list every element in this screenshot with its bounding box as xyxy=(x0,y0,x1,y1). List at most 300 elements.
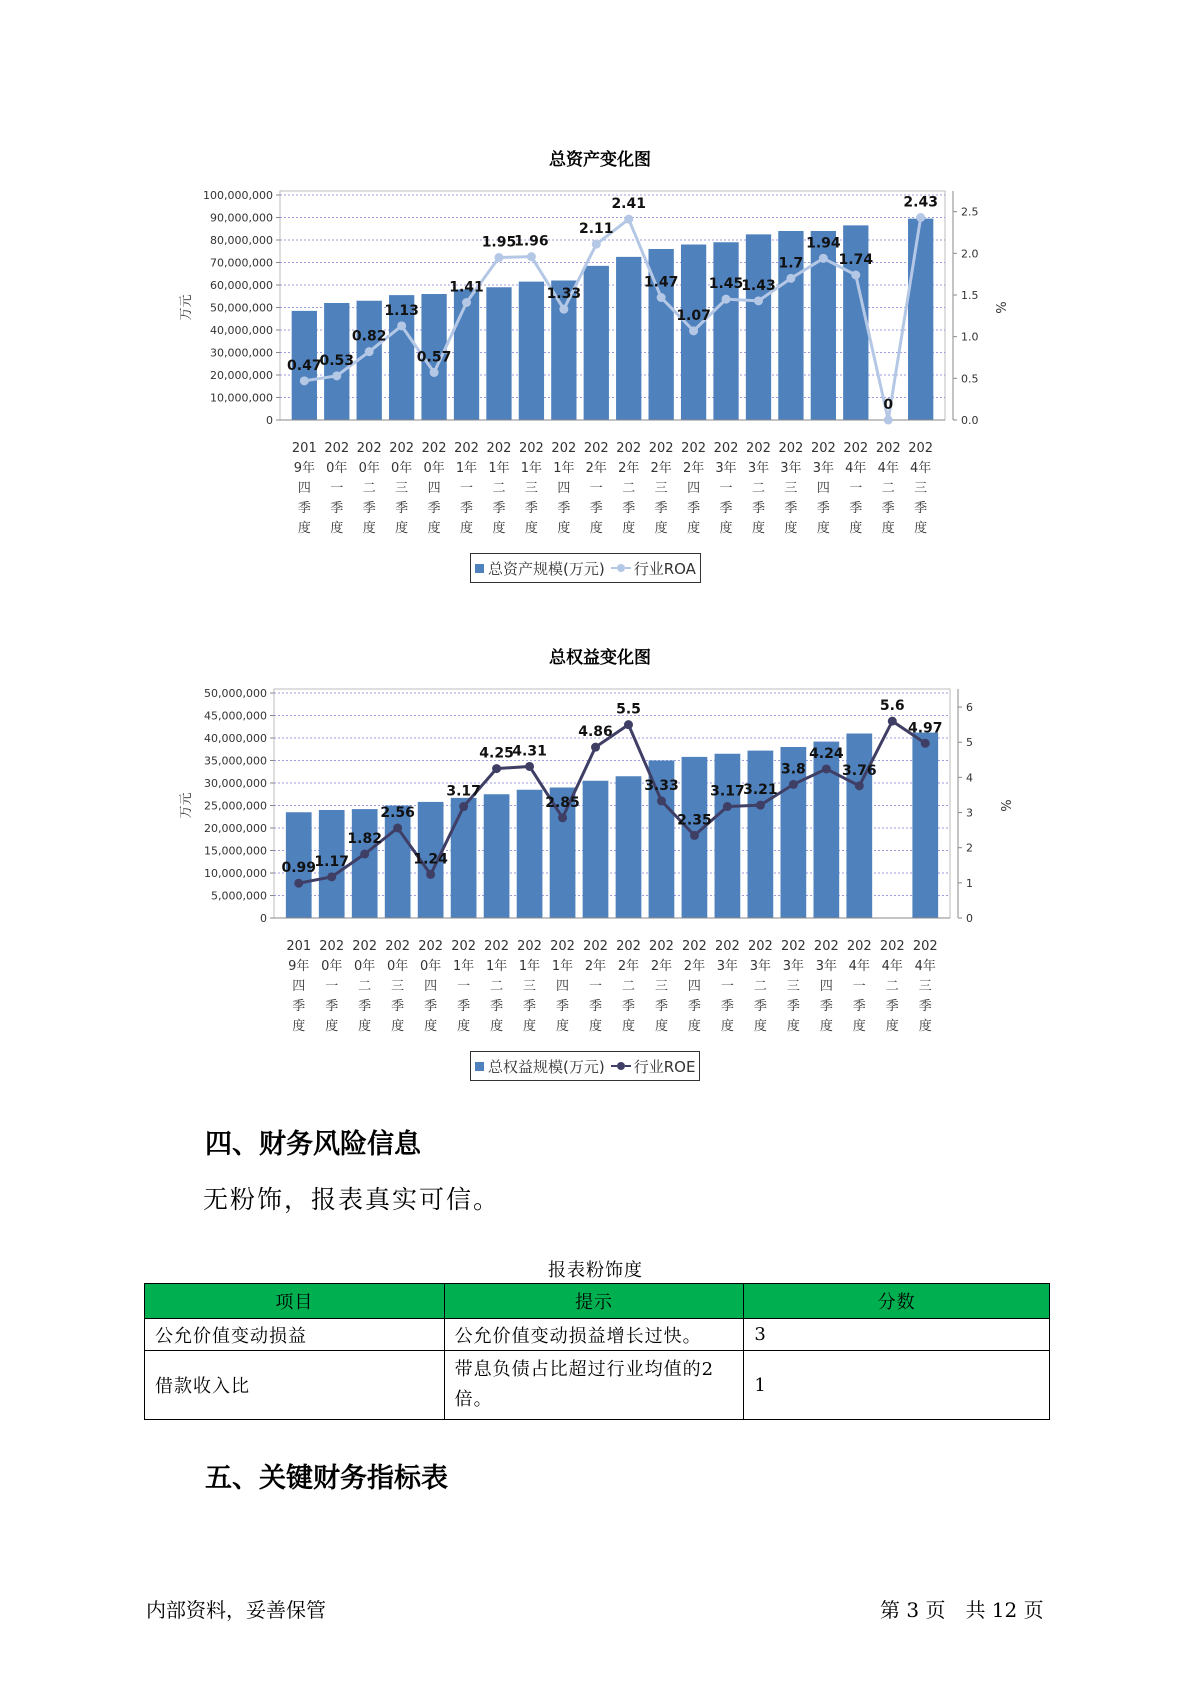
x-tick-label: 202 xyxy=(418,939,444,954)
x-tick-label: 202 xyxy=(551,441,577,456)
line-point xyxy=(462,298,471,307)
line-point xyxy=(294,879,303,888)
x-tick-label: 202 xyxy=(846,939,872,954)
x-tick-label: 1年 xyxy=(553,461,575,476)
legend-line-swatch xyxy=(611,564,631,572)
row-item: 借款收入比 xyxy=(145,1351,445,1420)
data-label: 2.85 xyxy=(545,794,580,811)
bar xyxy=(357,301,382,420)
x-tick-label: 季 xyxy=(784,501,798,516)
x-tick-label: 202 xyxy=(484,939,509,954)
y-tick-label: 50,000,000 xyxy=(210,301,273,315)
data-label: 4.86 xyxy=(578,724,613,741)
x-tick-label: 三 xyxy=(395,481,409,496)
x-tick-label: 二 xyxy=(362,481,376,496)
x-tick-label: 0年 xyxy=(391,461,413,476)
x-tick-label: 一 xyxy=(589,481,603,496)
x-tick-label: 202 xyxy=(550,939,575,954)
x-tick-label: 度 xyxy=(492,521,506,536)
x-tick-label: 一 xyxy=(852,979,866,994)
y-tick-label: 30,000,000 xyxy=(210,346,273,360)
y2-axis-label: % xyxy=(992,301,1007,314)
line-point xyxy=(327,872,336,881)
x-tick-label: 1年 xyxy=(551,959,574,974)
x-tick-label: 度 xyxy=(654,521,668,536)
x-tick-label: 202 xyxy=(486,441,512,456)
x-tick-label: 度 xyxy=(849,521,863,536)
line-point xyxy=(300,376,309,385)
data-label: 1.74 xyxy=(838,252,874,268)
x-tick-label: 2年 xyxy=(617,959,640,974)
data-label: 0.53 xyxy=(319,352,355,369)
line-point xyxy=(855,781,864,790)
bar xyxy=(454,290,479,421)
x-tick-label: 二 xyxy=(885,979,899,994)
data-label: 0.82 xyxy=(351,328,387,345)
x-tick-label: 度 xyxy=(719,521,733,536)
x-tick-label: 3年 xyxy=(715,461,737,476)
x-tick-label: 3年 xyxy=(812,461,834,476)
x-tick-label: 3年 xyxy=(780,461,802,476)
x-tick-label: 度 xyxy=(784,521,798,536)
table-caption: 报表粉饰度 xyxy=(548,1260,643,1281)
data-label: 0.47 xyxy=(287,357,322,374)
line-point xyxy=(851,271,860,280)
x-tick-label: 一 xyxy=(719,481,733,496)
line-point xyxy=(756,801,765,810)
y2-tick-label: 2.0 xyxy=(961,247,979,261)
row-hint: 公允价值变动损益增长过快。 xyxy=(444,1319,744,1351)
total-equity-chart-svg xyxy=(170,673,1030,1083)
x-tick-label: 202 xyxy=(454,441,479,456)
x-tick-label: 二 xyxy=(358,979,372,994)
x-tick-label: 2年 xyxy=(650,959,673,974)
x-tick-label: 度 xyxy=(427,521,441,536)
x-tick-label: 3年 xyxy=(716,959,739,974)
line-point xyxy=(397,321,406,330)
x-tick-label: 三 xyxy=(654,481,668,496)
line-point xyxy=(360,850,369,859)
bar xyxy=(484,794,510,918)
data-label: 2.11 xyxy=(579,221,614,238)
y-axis-label: 万元 xyxy=(179,792,194,819)
bar xyxy=(352,809,378,918)
data-label: 2.43 xyxy=(903,194,938,211)
x-tick-label: 202 xyxy=(616,939,641,954)
line-point xyxy=(884,416,893,425)
line-point xyxy=(789,780,798,789)
chart-title: 总资产变化图 xyxy=(549,150,651,170)
x-tick-label: 三 xyxy=(918,979,932,994)
x-tick-label: 202 xyxy=(517,939,542,954)
line-point xyxy=(888,717,897,726)
risk-table xyxy=(144,1283,1050,1420)
x-tick-label: 季 xyxy=(816,501,830,516)
x-tick-label: 202 xyxy=(649,939,674,954)
table-header-row xyxy=(145,1284,1050,1319)
x-tick-label: 度 xyxy=(687,1019,701,1034)
header-item: 项目 xyxy=(145,1284,445,1319)
y-tick-label: 35,000,000 xyxy=(204,754,267,768)
y2-tick-label: 6 xyxy=(966,701,973,715)
x-tick-label: 季 xyxy=(753,999,767,1014)
x-tick-label: 季 xyxy=(490,999,504,1014)
legend-line-swatch xyxy=(611,1062,631,1070)
data-label: 3.17 xyxy=(446,783,481,800)
x-tick-label: 202 xyxy=(385,939,411,954)
data-label: 1.17 xyxy=(314,853,349,870)
line-point xyxy=(921,739,930,748)
x-tick-label: 2年 xyxy=(682,461,705,476)
bar xyxy=(748,751,774,918)
x-tick-label: 度 xyxy=(885,1019,899,1034)
y-tick-label: 40,000,000 xyxy=(204,732,267,745)
x-tick-label: 三 xyxy=(784,481,798,496)
x-tick-label: 202 xyxy=(780,939,806,954)
x-tick-label: 季 xyxy=(849,501,863,516)
x-tick-label: 二 xyxy=(490,979,504,994)
y2-tick-label: 0.0 xyxy=(961,414,979,427)
x-tick-label: 四 xyxy=(687,979,701,994)
bar xyxy=(517,790,543,918)
section-heading-key-indicators: 五、关键财务指标表 xyxy=(205,1463,448,1494)
x-tick-label: 季 xyxy=(885,999,899,1014)
x-tick-label: 202 xyxy=(648,441,674,456)
x-tick-label: 度 xyxy=(395,521,409,536)
x-tick-label: 季 xyxy=(852,999,866,1014)
x-tick-label: 度 xyxy=(819,1019,833,1034)
row-score: 3 xyxy=(744,1319,1050,1351)
x-tick-label: 4年 xyxy=(845,461,867,476)
data-label: 1.41 xyxy=(449,279,484,296)
y2-tick-label: 1 xyxy=(966,876,973,890)
x-tick-label: 二 xyxy=(492,481,506,496)
x-tick-label: 季 xyxy=(719,501,733,516)
data-label: 1.07 xyxy=(676,307,711,324)
line-point xyxy=(722,295,731,304)
x-tick-label: 202 xyxy=(813,939,839,954)
line-point xyxy=(723,802,732,811)
x-tick-label: 三 xyxy=(914,481,928,496)
x-tick-label: 四 xyxy=(687,481,701,496)
data-label: 5.5 xyxy=(616,701,641,718)
y-tick-label: 15,000,000 xyxy=(204,844,267,858)
x-tick-label: 201 xyxy=(286,939,312,954)
x-tick-label: 202 xyxy=(747,939,773,954)
x-tick-label: 季 xyxy=(654,501,668,516)
y2-axis-label: % xyxy=(997,799,1012,812)
x-tick-label: 4年 xyxy=(881,959,903,974)
x-tick-label: 202 xyxy=(616,441,642,456)
bar xyxy=(616,776,642,918)
line-point xyxy=(689,326,698,335)
chart-legend xyxy=(470,1051,700,1081)
x-tick-label: 0年 xyxy=(321,959,343,974)
x-tick-label: 一 xyxy=(589,979,603,994)
x-tick-label: 度 xyxy=(589,521,603,536)
x-tick-label: 0年 xyxy=(423,461,445,476)
x-tick-label: 度 xyxy=(362,521,376,536)
x-tick-label: 202 xyxy=(912,939,938,954)
x-tick-label: 4年 xyxy=(877,461,899,476)
line-point xyxy=(365,347,374,356)
data-label: 1.96 xyxy=(514,233,549,250)
x-tick-label: 度 xyxy=(753,1019,767,1034)
x-tick-label: 0年 xyxy=(387,959,409,974)
section-heading-financial-risk: 四、财务风险信息 xyxy=(205,1129,421,1160)
bar xyxy=(583,781,609,918)
row-hint: 带息负债占比超过行业均值的2倍。 xyxy=(444,1351,744,1420)
x-tick-label: 二 xyxy=(751,481,765,496)
x-tick-label: 度 xyxy=(330,521,344,536)
x-tick-label: 1年 xyxy=(485,959,508,974)
x-tick-label: 0年 xyxy=(358,461,380,476)
x-tick-label: 一 xyxy=(720,979,734,994)
x-tick-label: 4年 xyxy=(910,461,932,476)
x-tick-label: 202 xyxy=(843,441,869,456)
x-tick-label: 季 xyxy=(457,999,471,1014)
x-tick-label: 202 xyxy=(875,441,901,456)
x-tick-label: 季 xyxy=(557,501,571,516)
x-tick-label: 度 xyxy=(524,521,538,536)
line-point xyxy=(822,764,831,773)
x-tick-label: 季 xyxy=(720,999,734,1014)
legend-bar-swatch xyxy=(475,1062,484,1071)
x-tick-label: 一 xyxy=(330,481,344,496)
x-tick-label: 季 xyxy=(654,999,668,1014)
x-tick-label: 季 xyxy=(460,501,474,516)
x-tick-label: 1年 xyxy=(455,461,478,476)
x-tick-label: 季 xyxy=(621,999,635,1014)
bar xyxy=(908,219,933,420)
x-tick-label: 度 xyxy=(786,1019,800,1034)
line-point xyxy=(819,254,828,263)
header-score: 分数 xyxy=(744,1284,1050,1319)
x-tick-label: 季 xyxy=(819,999,833,1014)
x-tick-label: 四 xyxy=(819,979,833,994)
data-label: 2.35 xyxy=(677,812,712,829)
row-item: 公允价值变动损益 xyxy=(145,1319,445,1351)
x-tick-label: 202 xyxy=(908,441,934,456)
x-tick-label: 3年 xyxy=(749,959,772,974)
x-tick-label: 202 xyxy=(583,939,608,954)
x-tick-label: 季 xyxy=(589,999,603,1014)
x-tick-label: 季 xyxy=(362,501,376,516)
x-tick-label: 度 xyxy=(918,1019,932,1034)
line-point xyxy=(690,831,699,840)
x-tick-label: 季 xyxy=(687,999,701,1014)
total-assets-chart-svg xyxy=(170,175,1030,585)
data-label: 1.82 xyxy=(347,831,382,848)
x-tick-label: 202 xyxy=(713,441,739,456)
line-point xyxy=(592,240,601,249)
y-tick-label: 60,000,000 xyxy=(210,279,273,292)
y-axis-label: 万元 xyxy=(179,294,194,321)
x-tick-label: 四 xyxy=(297,481,311,496)
x-tick-label: 度 xyxy=(816,521,830,536)
x-tick-label: 202 xyxy=(583,441,609,456)
x-tick-label: 季 xyxy=(589,501,603,516)
data-label: 3.17 xyxy=(710,783,745,800)
y-tick-label: 70,000,000 xyxy=(210,256,273,270)
x-tick-label: 0年 xyxy=(326,461,348,476)
x-tick-label: 一 xyxy=(460,481,474,496)
x-tick-label: 三 xyxy=(391,979,405,994)
x-tick-label: 度 xyxy=(654,1019,668,1034)
y-tick-label: 10,000,000 xyxy=(204,867,267,880)
x-tick-label: 度 xyxy=(556,1019,570,1034)
x-tick-label: 202 xyxy=(389,441,415,456)
x-tick-label: 度 xyxy=(751,521,765,536)
x-tick-label: 季 xyxy=(524,501,538,516)
x-tick-label: 2年 xyxy=(585,461,607,476)
x-tick-label: 202 xyxy=(810,441,836,456)
x-tick-label: 度 xyxy=(391,1019,405,1034)
bar xyxy=(486,287,511,420)
x-tick-label: 季 xyxy=(492,501,506,516)
total-equity-chart xyxy=(170,643,1030,1088)
x-tick-label: 季 xyxy=(395,501,409,516)
footer-confidential: 内部资料，妥善保管 xyxy=(146,1598,326,1622)
x-tick-label: 3年 xyxy=(782,959,805,974)
bar xyxy=(385,806,411,919)
table-row xyxy=(145,1319,1050,1351)
line-point xyxy=(624,720,633,729)
x-tick-label: 202 xyxy=(682,939,707,954)
x-tick-label: 202 xyxy=(879,939,905,954)
x-tick-label: 度 xyxy=(490,1019,504,1034)
x-tick-label: 1年 xyxy=(520,461,543,476)
x-tick-label: 202 xyxy=(324,441,350,456)
y2-tick-label: 0 xyxy=(966,912,973,925)
line-point xyxy=(916,213,925,222)
data-label: 3.8 xyxy=(780,761,806,778)
data-label: 1.24 xyxy=(413,851,448,868)
bar xyxy=(846,734,872,919)
x-tick-label: 四 xyxy=(557,481,571,496)
line-point xyxy=(332,371,341,380)
y-tick-label: 45,000,000 xyxy=(204,709,267,723)
x-tick-label: 二 xyxy=(881,481,895,496)
x-tick-label: 201 xyxy=(291,441,317,456)
y-tick-label: 10,000,000 xyxy=(210,391,273,405)
x-tick-label: 度 xyxy=(589,1019,603,1034)
x-tick-label: 3年 xyxy=(747,461,770,476)
x-tick-label: 季 xyxy=(292,999,306,1014)
data-label: 1.7 xyxy=(778,255,804,272)
data-label: 4.24 xyxy=(809,745,844,762)
x-tick-label: 度 xyxy=(297,521,311,536)
x-tick-label: 季 xyxy=(687,501,701,516)
y-tick-label: 0 xyxy=(260,912,267,925)
x-tick-label: 季 xyxy=(424,999,438,1014)
x-tick-label: 季 xyxy=(918,999,932,1014)
line-point xyxy=(525,762,534,771)
bar xyxy=(715,754,741,918)
x-tick-label: 度 xyxy=(424,1019,438,1034)
y-tick-label: 80,000,000 xyxy=(210,234,273,247)
line-point xyxy=(786,274,795,283)
data-label: 1.95 xyxy=(481,234,517,251)
y-tick-label: 30,000,000 xyxy=(204,777,267,790)
x-tick-label: 2年 xyxy=(618,461,640,476)
data-label: 4.31 xyxy=(512,743,547,760)
x-tick-label: 4年 xyxy=(848,959,870,974)
x-tick-label: 202 xyxy=(319,939,345,954)
x-tick-label: 4年 xyxy=(914,959,936,974)
x-tick-label: 季 xyxy=(297,501,311,516)
x-tick-label: 四 xyxy=(816,481,830,496)
x-tick-label: 季 xyxy=(881,501,895,516)
x-tick-label: 三 xyxy=(524,481,538,496)
chart-title: 总权益变化图 xyxy=(549,648,651,668)
x-tick-label: 202 xyxy=(356,441,382,456)
y-tick-label: 5,000,000 xyxy=(211,889,267,903)
y-tick-label: 40,000,000 xyxy=(210,324,273,337)
x-tick-label: 季 xyxy=(330,501,344,516)
data-label: 5.6 xyxy=(879,698,905,715)
x-tick-label: 1年 xyxy=(518,959,541,974)
x-tick-label: 三 xyxy=(523,979,537,994)
x-tick-label: 度 xyxy=(622,521,636,536)
x-tick-label: 季 xyxy=(751,501,765,516)
x-tick-label: 一 xyxy=(849,481,863,496)
data-label: 2.41 xyxy=(611,196,646,213)
x-tick-label: 度 xyxy=(720,1019,734,1034)
bar xyxy=(584,266,609,420)
y-tick-label: 0 xyxy=(266,414,273,427)
x-tick-label: 3年 xyxy=(815,959,837,974)
bar xyxy=(713,242,738,420)
x-tick-label: 2年 xyxy=(650,461,672,476)
y2-tick-label: 1.5 xyxy=(961,289,979,302)
x-tick-label: 度 xyxy=(621,1019,635,1034)
line-point xyxy=(393,824,402,833)
x-tick-label: 0年 xyxy=(354,959,376,974)
x-tick-label: 0年 xyxy=(419,959,442,974)
x-tick-label: 度 xyxy=(852,1019,866,1034)
data-label: 1.13 xyxy=(384,302,419,319)
x-tick-label: 202 xyxy=(518,441,544,456)
x-tick-label: 二 xyxy=(621,979,635,994)
x-tick-label: 度 xyxy=(881,521,895,536)
x-tick-label: 202 xyxy=(451,939,477,954)
x-tick-label: 四 xyxy=(427,481,441,496)
x-tick-label: 202 xyxy=(715,939,740,954)
x-tick-label: 度 xyxy=(687,521,701,536)
risk-summary-text: 无粉饰，报表真实可信。 xyxy=(203,1185,501,1214)
data-label: 1.45 xyxy=(708,276,744,293)
x-tick-label: 季 xyxy=(914,501,928,516)
x-tick-label: 季 xyxy=(523,999,537,1014)
x-tick-label: 季 xyxy=(391,999,405,1014)
x-tick-label: 2年 xyxy=(683,959,706,974)
data-label: 1.33 xyxy=(546,286,582,303)
x-tick-label: 1年 xyxy=(452,959,475,974)
x-tick-label: 度 xyxy=(457,1019,471,1034)
row-score: 1 xyxy=(744,1351,1050,1420)
x-tick-label: 四 xyxy=(556,979,570,994)
bar xyxy=(912,733,938,918)
x-tick-label: 度 xyxy=(460,521,474,536)
x-tick-label: 2年 xyxy=(584,959,607,974)
data-label: 2.56 xyxy=(380,805,415,821)
y-tick-label: 20,000,000 xyxy=(204,822,267,835)
line-point xyxy=(657,796,666,805)
x-tick-label: 季 xyxy=(358,999,372,1014)
y-tick-label: 50,000,000 xyxy=(204,687,267,700)
data-label: 4.25 xyxy=(479,745,514,762)
